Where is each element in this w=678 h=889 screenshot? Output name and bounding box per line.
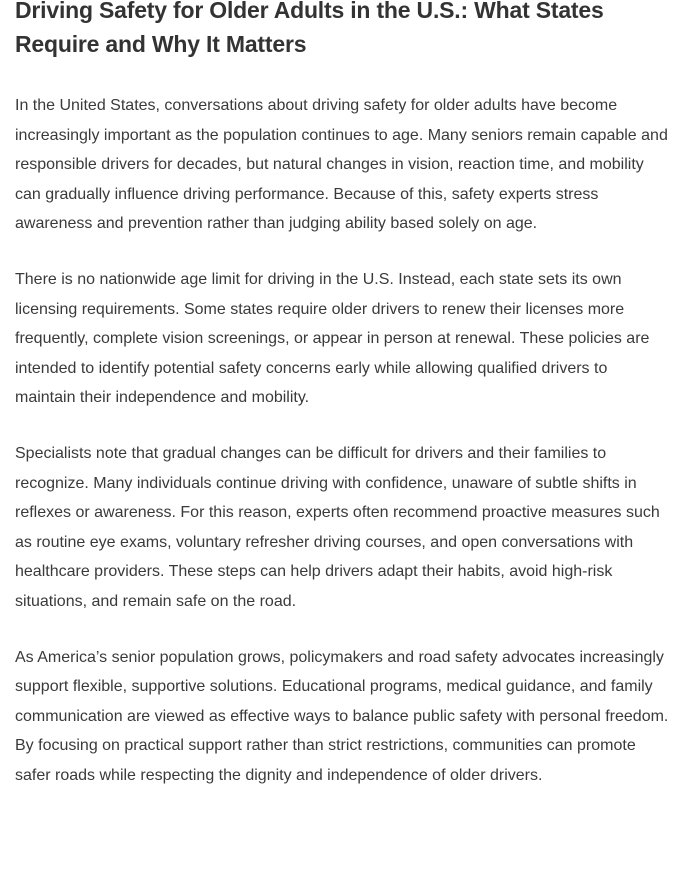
- article-paragraph-4: As America’s senior population grows, policymakers and road safety advocates increasingly support flexible, supportive solutions. Educational programs, medical guidance, and family communication are viewed as effective ways to balance public safety with personal freedom. By focusing on practical support rather than strict restrictions, communities can promote safer roads while respecting the dignity and independence of older drivers.: [15, 648, 669, 784]
- article: [15, 0, 670, 790]
- article-paragraph-1: In the United States, conversations about driving safety for older adults have become increasingly important as the population continues to age. Many seniors remain capable and responsible drivers for decades, but natural changes in vision, reaction time, and mobility can gradually influence driving performance. Because of this, safety experts stress awareness and prevention rather than judging ability based solely on age.: [15, 97, 668, 233]
- article-title: Driving Safety for Older Adults in the U.S.: What States Require and Why It Matters: [15, 0, 604, 57]
- article-paragraph-2: There is no nationwide age limit for driving in the U.S. Instead, each state sets its own licensing requirements. Some states require older drivers to renew their licenses more frequently, complete vision screenings, or appear in person at renewal. These policies are intended to identify potential safety concerns early while allowing qualified drivers to maintain their independence and mobility.: [15, 270, 650, 407]
- article-paragraph-3: Specialists note that gradual changes can be difficult for drivers and their families to recognize. Many individuals continue driving with confidence, unaware of subtle shifts in reflexes or awareness. For this reason, experts often recommend proactive measures such as routine eye exams, voluntary refresher driving courses, and open conversations with healthcare providers. These steps can help drivers adapt their habits, avoid high-risk situations, and remain safe on the road.: [15, 444, 660, 610]
